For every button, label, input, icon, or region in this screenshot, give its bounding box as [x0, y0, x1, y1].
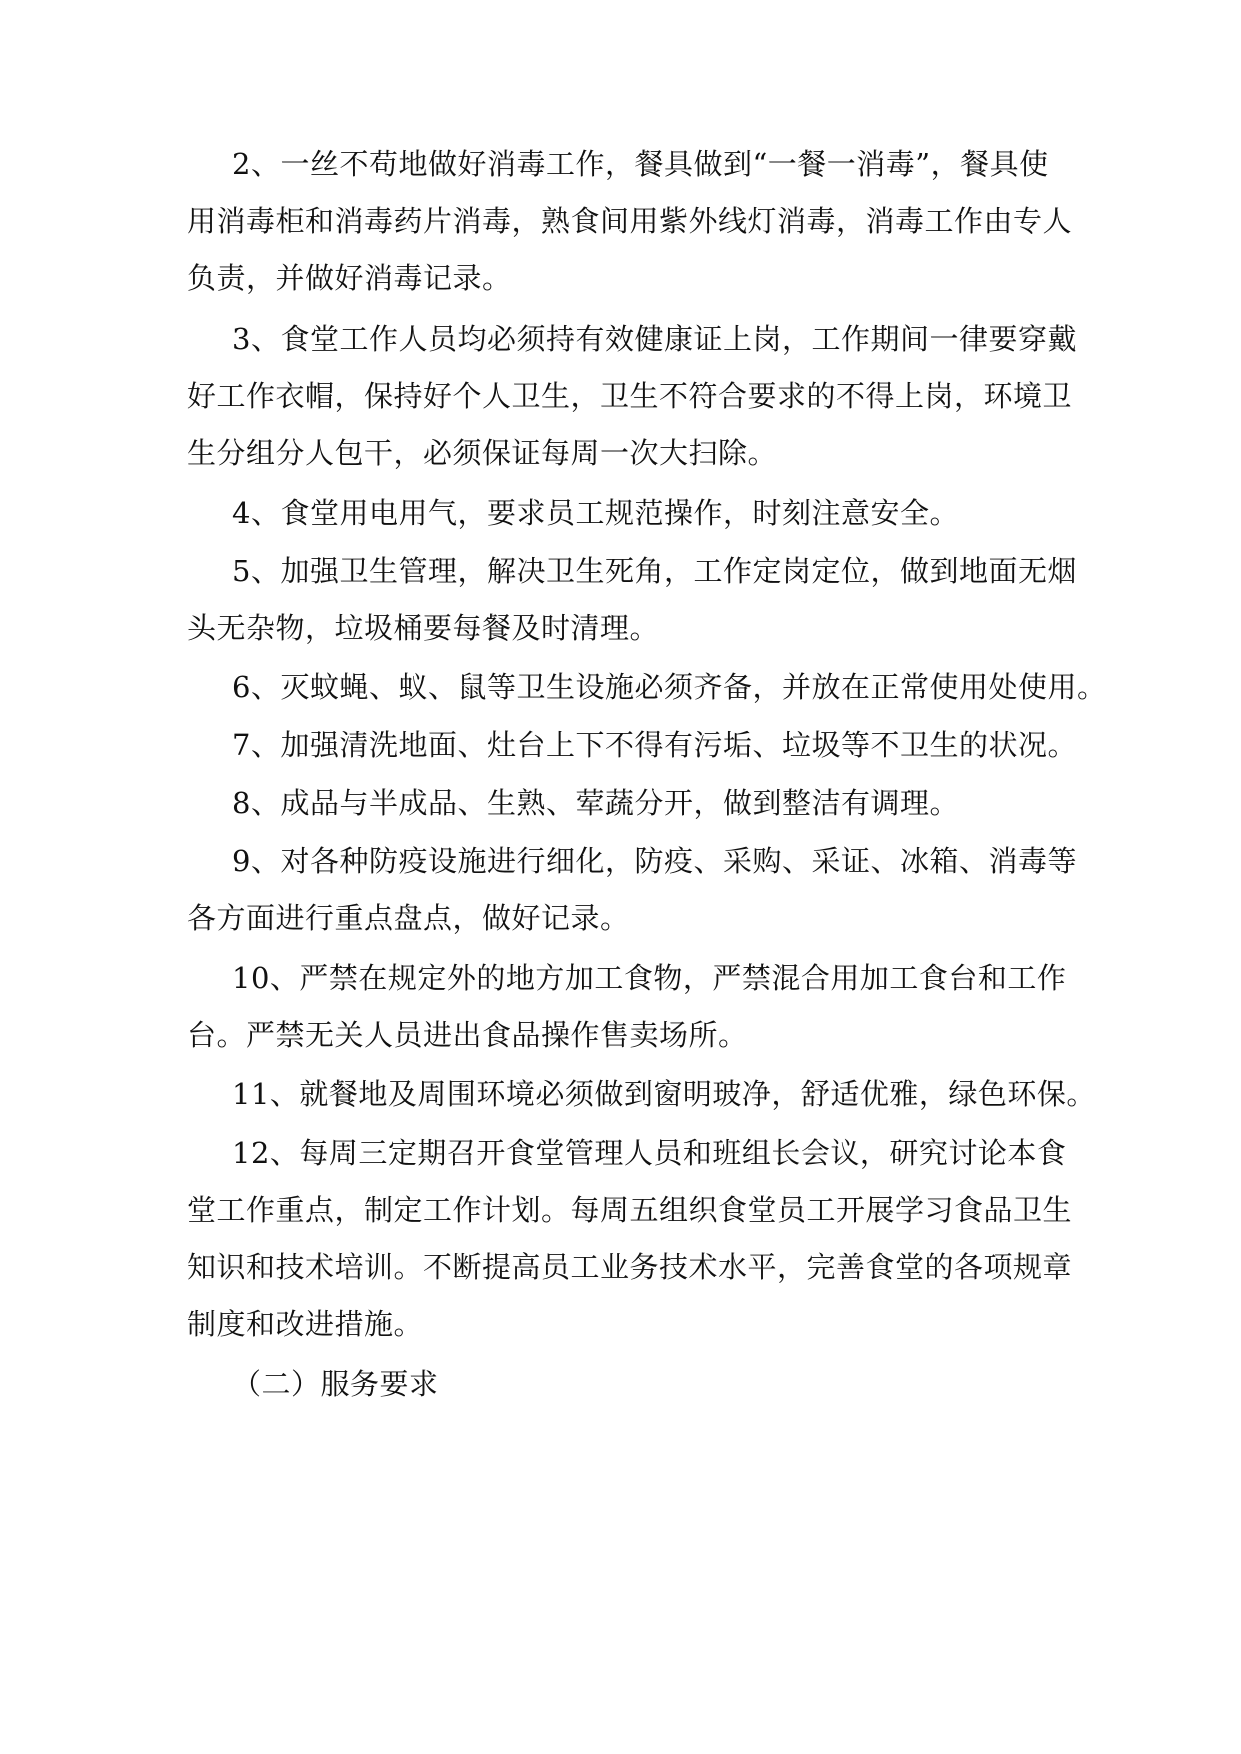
text-line: 制度和改进措施。: [187, 1307, 424, 1341]
text-line: 5、加强卫生管理，解决卫生死角，工作定岗定位，做到地面无烟: [232, 554, 1077, 588]
section-heading: （二）服务要求: [232, 1367, 439, 1401]
text-line: 12、每周三定期召开食堂管理人员和班组长会议，研究讨论本食: [232, 1136, 1067, 1170]
text-line: 台。严禁无关人员进出食品操作售卖场所。: [187, 1018, 748, 1052]
text-line: 好工作衣帽，保持好个人卫生，卫生不符合要求的不得上岗，环境卫: [187, 379, 1073, 413]
text-line: 用消毒柜和消毒药片消毒，熟食间用紫外线灯消毒，消毒工作由专人: [187, 204, 1073, 238]
text-line: 7、加强清洗地面、灶台上下不得有污垢、垃圾等不卫生的状况。: [232, 728, 1077, 762]
text-line: 2、一丝不苟地做好消毒工作，餐具做到“一餐一消毒”，餐具使: [232, 147, 1049, 181]
text-line: 8、成品与半成品、生熟、荤蔬分开，做到整洁有调理。: [232, 786, 959, 820]
text-line: 11、就餐地及周围环境必须做到窗明玻净，舒适优雅，绿色环保。: [232, 1077, 1096, 1111]
text-line: 3、食堂工作人员均必须持有效健康证上岗，工作期间一律要穿戴: [232, 322, 1077, 356]
text-line: 负责，并做好消毒记录。: [187, 261, 512, 295]
text-line: 知识和技术培训。不断提高员工业务技术水平，完善食堂的各项规章: [187, 1250, 1073, 1284]
text-line: 各方面进行重点盘点，做好记录。: [187, 901, 630, 935]
text-line: 4、食堂用电用气，要求员工规范操作，时刻注意安全。: [232, 496, 959, 530]
text-line: 10、严禁在规定外的地方加工食物，严禁混合用加工食台和工作: [232, 961, 1067, 995]
text-line: 头无杂物，垃圾桶要每餐及时清理。: [187, 611, 660, 645]
text-line: 生分组分人包干，必须保证每周一次大扫除。: [187, 436, 778, 470]
text-line: 6、灭蚊蝇、蚁、鼠等卫生设施必须齐备，并放在正常使用处使用。: [232, 670, 1107, 704]
text-line: 9、对各种防疫设施进行细化，防疫、采购、采证、冰箱、消毒等: [232, 844, 1077, 878]
text-line: 堂工作重点，制定工作计划。每周五组织食堂员工开展学习食品卫生: [187, 1193, 1073, 1227]
